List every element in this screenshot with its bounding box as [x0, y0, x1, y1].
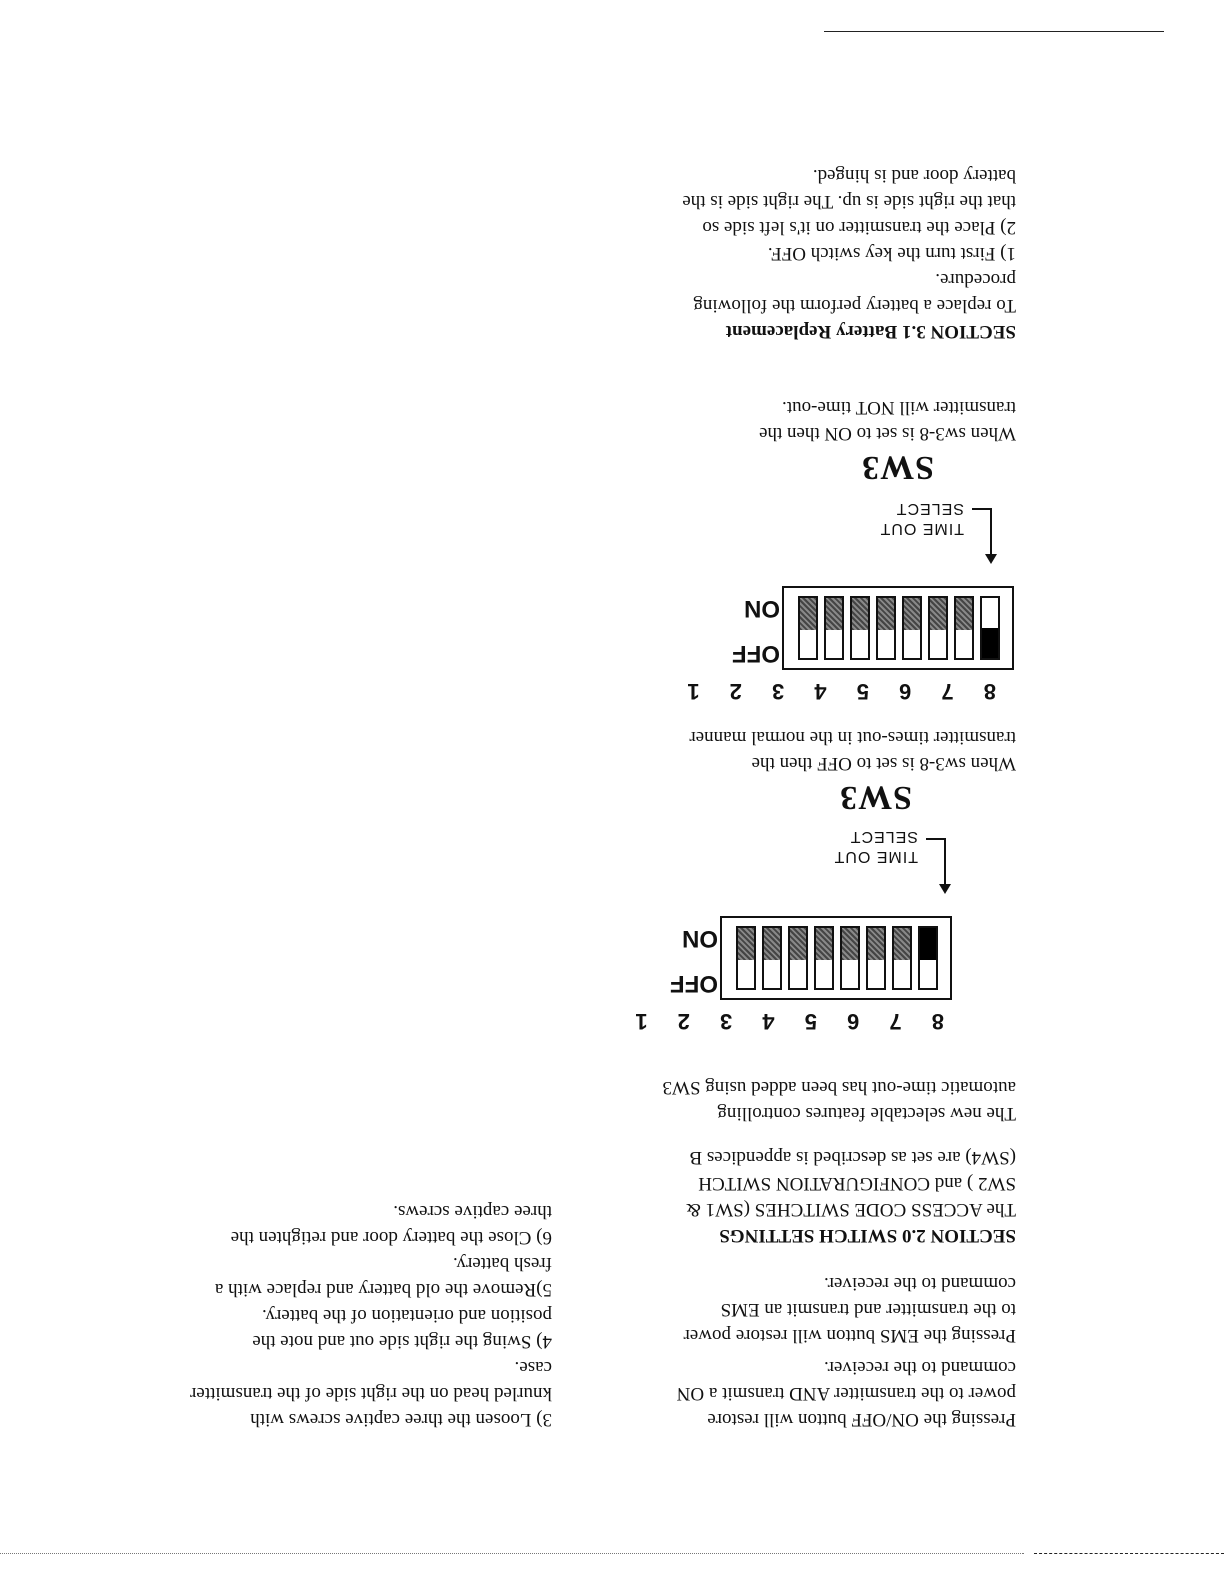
text-line: command to the receiver. [823, 1273, 1016, 1294]
text-line: battery door and is hinged. [812, 165, 1016, 186]
text-line: fresh battery. [453, 1253, 552, 1274]
text-line: that the right side is up. The right side is the [682, 191, 1016, 212]
text-line: case. [514, 1357, 552, 1378]
section-2-0 [616, 1144, 1016, 1248]
text-line: to the transmitter and transmit an EMS [720, 1299, 1016, 1320]
text-line: transmitter times-out in the normal manner [689, 727, 1016, 748]
switch-3-lever [790, 928, 806, 960]
arrow-up-icon [939, 884, 951, 894]
switch-6-lever [868, 928, 884, 960]
text-line: automatic time-out has been added using SW3 [662, 1077, 1016, 1098]
onoff-paragraph [616, 1354, 1016, 1432]
battery-steps [152, 1198, 552, 1432]
time-out-select-label: TIME OUT SELECT [833, 828, 918, 865]
text-line: transmitter will NOT time-out. [782, 397, 1016, 418]
text-line: 3) Loosen the three captive screws with [250, 1409, 552, 1430]
switch-5-lever [904, 598, 920, 630]
text-line: (SW4) are set as described is appendices B [689, 1147, 1016, 1168]
features-paragraph [616, 1074, 1016, 1126]
switch-1-lever [800, 598, 816, 630]
arrow-shaft [990, 510, 992, 554]
text-line: position and orientation of the battery. [261, 1305, 552, 1326]
switch-position-numbers: 8 7 6 5 4 3 2 1 [623, 1009, 944, 1034]
text-line: knurled head on the right side of the transmitter [190, 1383, 552, 1404]
switch-8-lever [920, 928, 936, 960]
text-line: When sw3-8 is set to OFF then the [751, 753, 1016, 774]
text-line: 6) Close the battery door and retighten the [230, 1227, 552, 1248]
switch-1-lever [738, 928, 754, 960]
switch-8-lever [982, 628, 998, 658]
off-label: OFF [670, 970, 718, 997]
switch-3-lever [852, 598, 868, 630]
sw3-off-description [596, 724, 1016, 776]
text-line: 1) First turn the key switch OFF. [767, 243, 1016, 264]
switch-5-lever [842, 928, 858, 960]
text-line: power to the transmitter AND transmit a ON [676, 1383, 1016, 1404]
text-line: The new selectable features controlling [717, 1103, 1016, 1124]
switch-4-lever [816, 928, 832, 960]
text-line: Pressing the ON/OFF button will restore [707, 1409, 1016, 1430]
text-line: To replace a battery perform the following [693, 295, 1016, 316]
dip-switch-block [720, 916, 952, 1000]
text-line: When sw3-8 is set to ON then the [759, 423, 1016, 444]
on-label: ON [682, 925, 718, 952]
switch-2-lever [764, 928, 780, 960]
ems-paragraph [616, 1270, 1016, 1348]
text-line: 2) Place the transmitter on it's left side so [702, 217, 1016, 238]
section-3-1-heading: SECTION 3.1 Battery Replacement [725, 321, 1016, 342]
switch-2-lever [826, 598, 842, 630]
text-line: The ACCESS CODE SWITCHES (SW1 & [686, 1199, 1016, 1220]
section-3-1 [616, 162, 1016, 344]
text-line: procedure. [935, 269, 1016, 290]
scan-edge-line [824, 31, 1164, 32]
text-line: command to the receiver. [823, 1357, 1016, 1378]
bracket [926, 838, 946, 840]
arrow-up-icon [985, 554, 997, 564]
switch-7-lever [956, 598, 972, 630]
bracket [972, 508, 992, 510]
text-line: three captive screws. [393, 1201, 552, 1222]
text-line: Pressing the EMS button will restore power [683, 1325, 1016, 1346]
off-label: OFF [732, 640, 780, 667]
on-label: ON [744, 595, 780, 622]
time-out-select-label: TIME OUT SELECT [879, 500, 964, 537]
switch-position-numbers: 8 7 6 5 4 3 2 1 [675, 679, 996, 704]
dip-switch-block [782, 586, 1014, 670]
sw3-title: SW3 [839, 779, 912, 816]
section-2-0-heading: SECTION 2.0 SWITCH SETTINGS [719, 1225, 1016, 1246]
text-line: SW2 ) and CONFIGURATION SWITCH [698, 1173, 1016, 1194]
switch-4-lever [878, 598, 894, 630]
sw3-on-description [596, 394, 1016, 446]
text-line: 4) Swing the right side out and note the [252, 1331, 552, 1352]
text-line: 5)Remove the old battery and replace with a [214, 1279, 552, 1300]
sw3-title: SW3 [861, 449, 934, 486]
scan-edge-line [1034, 1553, 1224, 1554]
scan-edge-dots [0, 1553, 1024, 1554]
switch-6-lever [930, 598, 946, 630]
arrow-shaft [944, 840, 946, 884]
switch-7-lever [894, 928, 910, 960]
